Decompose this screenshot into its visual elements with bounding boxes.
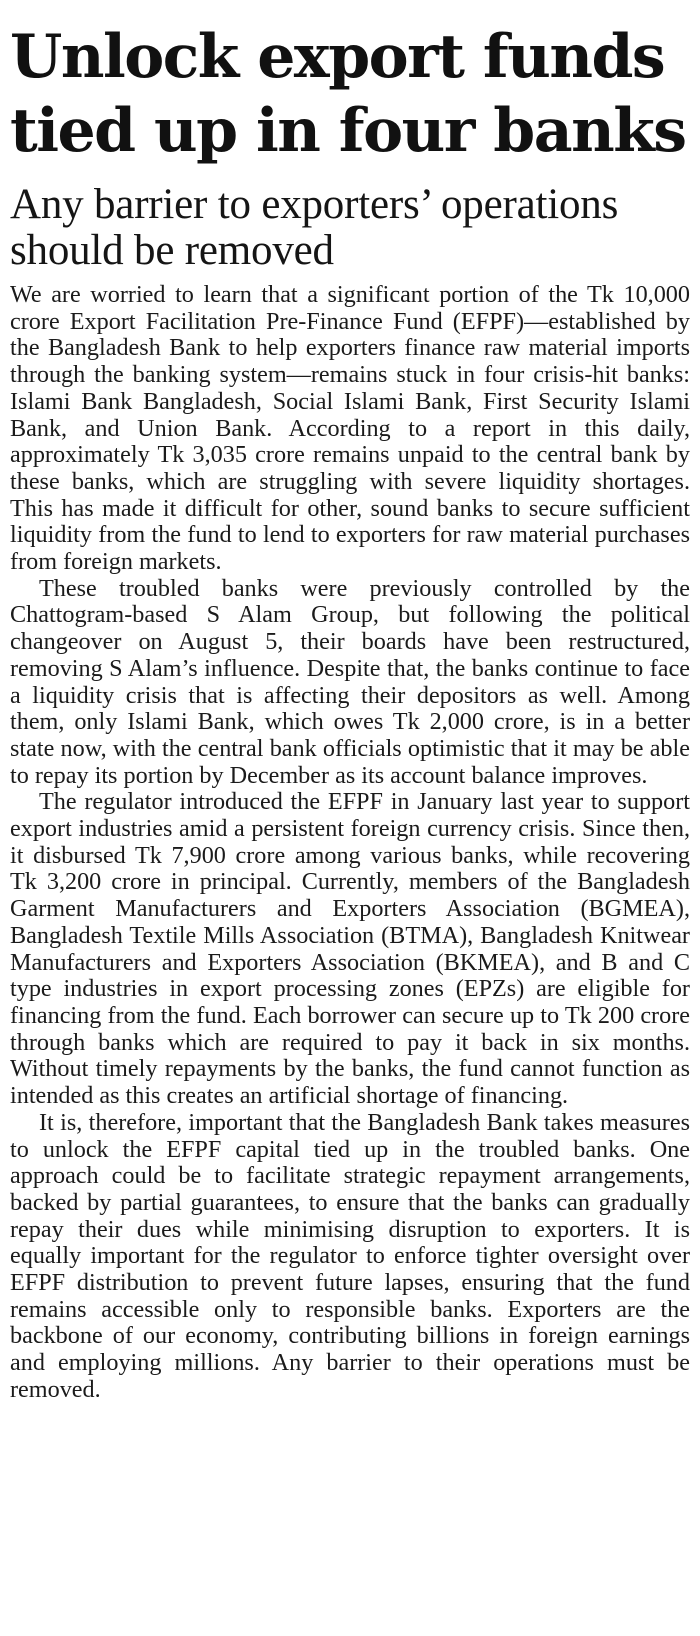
paragraph-4: It is, therefore, important that the Bangladesh Bank takes measures to unlock the EFPF capital tied up in the troubled banks. One approach could be to facilitate strategic repayment arrangements, backed by partial guarantees, to ensure that the banks can gradually repay their dues while minimising disruption to exporters. It is equally important for the regulator to enforce tighter oversight over EFPF distribution to prevent future lapses, ensuring that the fund remains accessible only to responsible banks. Exporters are the backbone of our economy, contributing billions in foreign earnings and employing millions. Any barrier to their operations must be removed.	[10, 1108, 690, 1403]
paragraph-1: We are worried to learn that a significant portion of the Tk 10,000 crore Export Facilitation Pre-Finance Fund (EFPF)—established by the Bangladesh Bank to help exporters finance raw material imports through the banking system—remains stuck in four crisis-hit banks: Islami Bank Bangladesh, Social Islami Bank, First Security Islami Bank, and Union Bank. According to a report in this daily, approximately Tk 3,035 crore remains unpaid to the central bank by these banks, which are struggling with severe liquidity shortages. This has made it difficult for other, sound banks to secure sufficient liquidity from the fund to lend to exporters for raw material purchases from foreign markets.	[10, 281, 690, 576]
paragraph-3: The regulator introduced the EFPF in January last year to support export industries amid a persistent foreign currency crisis. Since then, it disbursed Tk 7,900 crore among various banks, while recovering Tk 3,200 crore in principal. Currently, members of the Bangladesh Garment Manufacturers and Exporters Association (BGMEA), Bangladesh Textile Mills Association (BTMA), Bangladesh Knitwear Manufacturers and Exporters Association (BKMEA), and B and C type industries in export processing zones (EPZs) are eligible for financing from the fund. Each borrower can secure up to Tk 200 crore through banks which are required to pay it back in six months. Without timely repayments by the banks, the fund cannot function as intended as this creates an artificial shortage of financing.	[10, 788, 690, 1110]
subheadline: Any barrier to exporters’ operations should be removed	[10, 181, 619, 274]
article-body	[10, 282, 690, 1404]
headline: Unlock export funds tied up in four banks	[10, 22, 686, 166]
paragraph-2: These troubled banks were previously controlled by the Chattogram-based S Alam Group, but following the political changeover on August 5, their boards have been restructured, removing S Alam’s influence. Despite that, the banks continue to face a liquidity crisis that is affecting their depositors as well. Among them, only Islami Bank, which owes Tk 2,000 crore, is in a better state now, with the central bank officials optimistic that it may be able to repay its portion by December as its account balance improves.	[10, 574, 690, 789]
